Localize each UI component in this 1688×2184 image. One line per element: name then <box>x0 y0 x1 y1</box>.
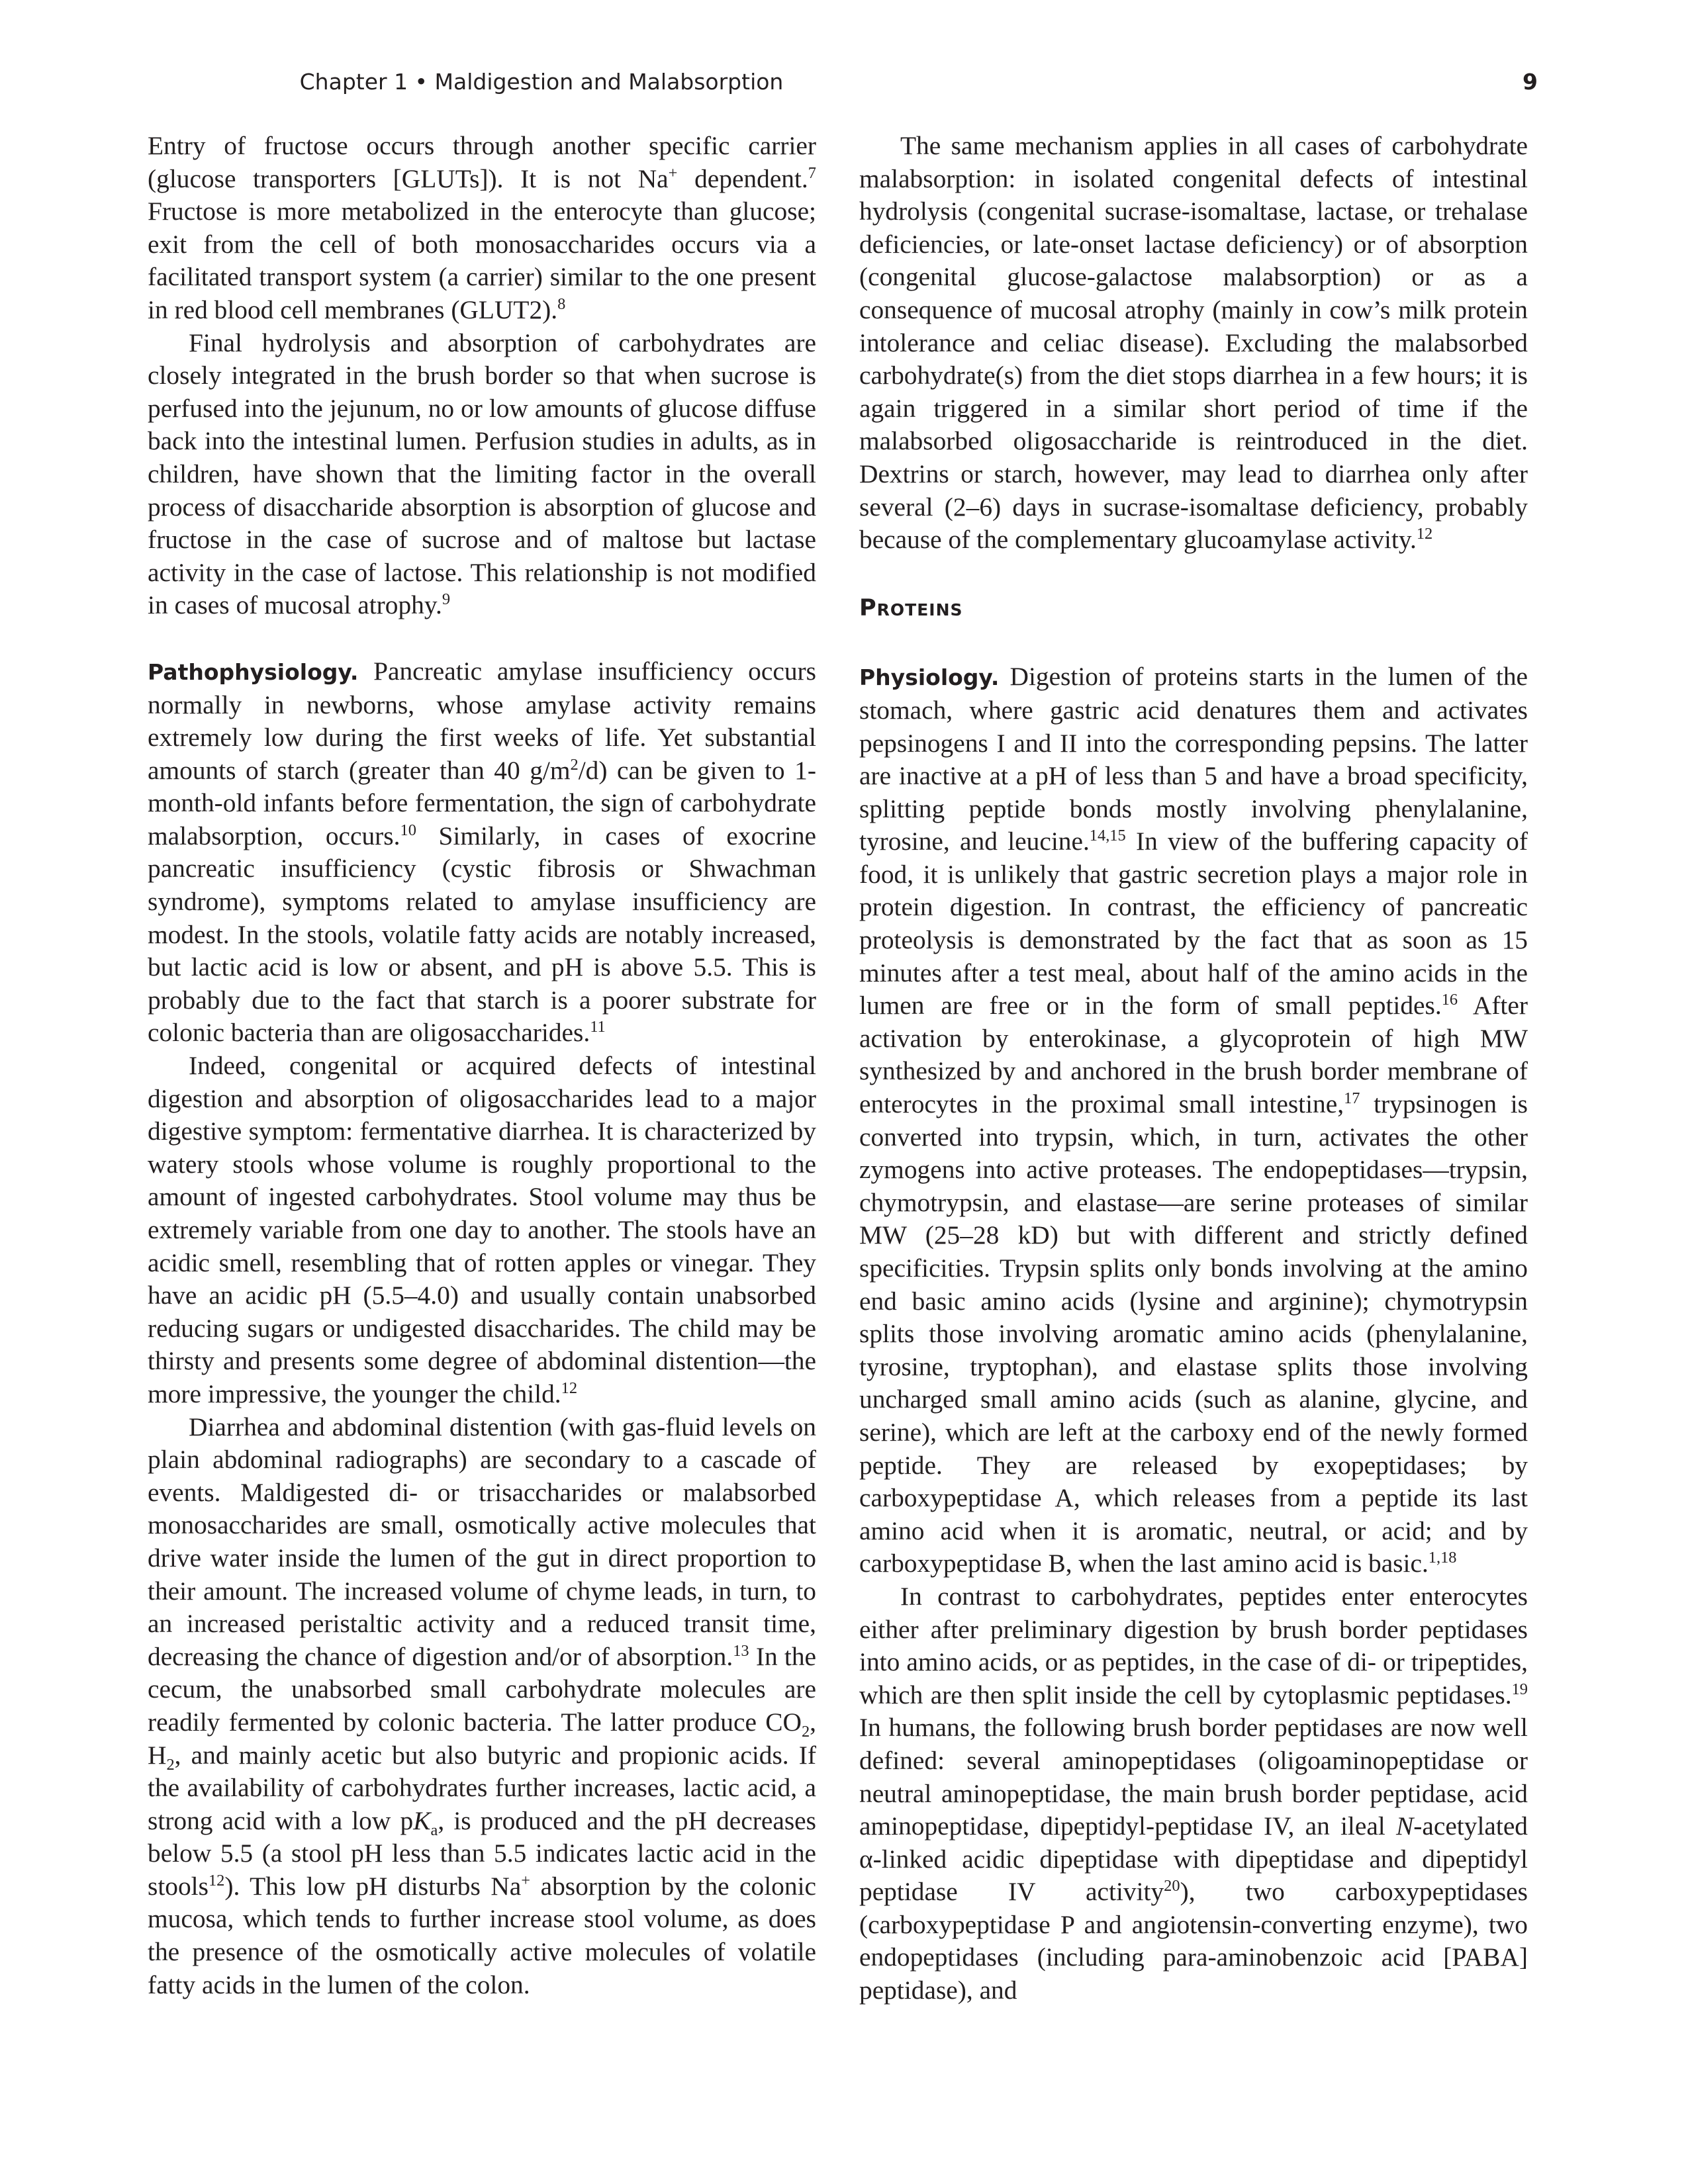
text-run: Diarrhea and abdominal distention (with gas-fluid levels on plain abdominal radiographs) are secondary to a cascade of events. Maldigested di- or trisaccharides or malabsorbed monosaccharides are small, osmotically active molecules that drive water inside the lumen of the gut in direct proportion to their amount. The increased volume of chyme leads, in turn, to an increased peristaltic activity and a reduced transit time, decreasing the chance of digestion and/or of absorption. <box>148 1412 816 1671</box>
section-heading-proteins: Proteins <box>859 594 963 621</box>
text-run: Digestion of proteins starts in the lumen of the stomach, where gastric acid denatures them and activates pepsinogens I and II into the corresponding pepsins. The latter are inactive at a pH of less than 5 and have a broad specificity, splitting peptide bonds mostly involving phenylalanine, tyrosine, and leucine. <box>859 662 1528 856</box>
paragraph-fermentative-diarrhea <box>148 1050 816 1411</box>
run-in-heading-pathophysiology: Pathophysiology. <box>148 659 359 685</box>
text-run: dependent. <box>677 163 808 193</box>
reference-marker: 10 <box>400 821 416 839</box>
text-run: trypsinogen is converted into trypsin, which, in turn, activates the other zymogens into active proteases. The endopeptidases—trypsin, chymotrypsin, and elastase—are serine proteases of similar MW (25–28 kD) but with different and strictly defined specificities. Trypsin splits only bonds involving at the amino end basic amino acids (lysine and arginine); chymotrypsin splits those involving aromatic amino acids (phenylalanine, tyrosine, tryptophan), and elastase splits those involving uncharged small amino acids (such as alanine, glycine, and serine), which are left at the carboxy end of the newly formed peptide. They are released by exopeptidases; by carboxypeptidase A, which releases from a peptide its last amino acid when it is aromatic, neutral, or acid; and by carboxypeptidase B, when the last amino acid is basic. <box>859 1089 1528 1578</box>
reference-marker: 14,15 <box>1089 827 1126 845</box>
reference-marker: 16 <box>1441 991 1458 1009</box>
superscript: + <box>668 163 678 182</box>
reference-marker: 7 <box>808 163 816 182</box>
left-column <box>148 130 816 2001</box>
text-run: , H <box>148 1707 816 1770</box>
text-run: Entry of fructose occurs through another specific carrier (glucose transporters [GLUTs]). It is not Na <box>148 131 816 193</box>
paragraph-final-hydrolysis <box>148 327 816 622</box>
reference-marker: 1,18 <box>1428 1549 1457 1567</box>
text-run: ), two carboxypeptidases (carboxypeptidase P and angiotensin-converting enzyme), two endopeptidases (including para-aminobenzoic acid [PABA] peptidase), and <box>859 1877 1528 2005</box>
superscript: 2 <box>570 755 579 774</box>
running-head: Chapter 1 • Maldigestion and Malabsorption <box>299 69 784 95</box>
reference-marker: 20 <box>1164 1877 1180 1895</box>
reference-marker: 8 <box>557 295 566 313</box>
paragraph-same-mechanism <box>859 130 1528 557</box>
text-run: In contrast to carbohydrates, peptides enter enterocytes either after preliminary digestion by brush border peptidases into amino acids, or as peptides, in the case of di- or tripeptides, which are then split inside the cell by cytoplasmic peptidases. <box>859 1581 1528 1709</box>
superscript: + <box>521 1871 531 1889</box>
italic-symbol: K <box>413 1805 431 1835</box>
reference-marker: 17 <box>1344 1089 1360 1107</box>
text-run: Final hydrolysis and absorption of carbohydrates are closely integrated in the brush border so that when sucrose is perfused into the jejunum, no or low amounts of glucose diffuse back into the intestinal lumen. Perfusion studies in adults, as in children, have shown that the limiting factor in the overall process of disaccharide absorption is absorption of glucose and fructose in the case of sucrose and of maltose but lactase activity in the case of lactose. This relationship is not modified in cases of mucosal atrophy. <box>148 328 816 620</box>
run-in-heading-physiology: Physiology. <box>859 664 1000 691</box>
greek-alpha-symbol: α <box>859 1844 873 1874</box>
text-run: Indeed, congenital or acquired defects of intestinal digestion and absorption of oligosaccharides lead to a major digestive symptom: fermentative diarrhea. It is characterized by watery stools whose volume is roughly proportional to the amount of ingested carbohydrates. Stool volume may thus be extremely variable from one day to another. The stools have an acidic smell, resembling that of rotten apples or vinegar. They have an acidic pH (5.5–4.0) and usually contain unabsorbed reducing sugars or undigested disaccharides. The child may be thirsty and presents some degree of abdominal distention—the more impressive, the younger the child. <box>148 1051 816 1408</box>
paragraph-protein-physiology <box>859 660 1528 1580</box>
italic-symbol: N <box>1395 1811 1414 1841</box>
text-run: In view of the buffering capacity of food, it is unlikely that gastric secretion plays a major role in protein digestion. In contrast, the efficiency of pancreatic proteolysis is demonstrated by the fact that as soon as 15 minutes after a test meal, about half of the amino acids in the lumen are free or in the form of small peptides. <box>859 827 1528 1021</box>
subscript: 2 <box>801 1722 810 1741</box>
reference-marker: 12 <box>561 1379 578 1397</box>
text-run: In the cecum, the unabsorbed small carbohydrate molecules are readily fermented by colonic bacteria. The latter produce CO <box>148 1641 816 1737</box>
section-spacer <box>859 625 1528 660</box>
text-run: , and mainly acetic but also butyric and propionic acids. If the availability of carbohydrates further increases, lactic acid, a strong acid with a low p <box>148 1740 816 1835</box>
text-run: After activation by enterokinase, a glycoprotein of high MW synthesized by and anchored in the brush border membrane of enterocytes in the proximal small intestine, <box>859 991 1528 1119</box>
reference-marker: 12 <box>208 1871 225 1889</box>
paragraph-cascade-of-events <box>148 1411 816 2002</box>
subscript: 2 <box>166 1755 175 1774</box>
paragraph-pathophysiology <box>148 655 816 1050</box>
paragraph-fructose-entry <box>148 130 816 327</box>
reference-marker: 11 <box>590 1018 606 1036</box>
text-run: Pancreatic amylase insufficiency occurs normally in newborns, whose amylase activity remains extremely low during the first weeks of life. Yet substantial amounts of starch (greater than 40 g/m <box>148 656 816 785</box>
text-run: Fructose is more metabolized in the enterocyte than glucose; exit from the cell of both monosaccharides occurs via a facilitated transport system (a carrier) similar to the one present in red blood cell membranes (GLUT2). <box>148 197 816 324</box>
text-run: In humans, the following brush border peptidases are now well defined: several aminopeptidases (oligoaminopeptidase or neutral aminopeptidase, the main brush border peptidase, acid aminopeptidase, dipeptidyl-peptidase IV, an ileal <box>859 1713 1528 1841</box>
text-run: absorption by the colonic mucosa, which tends to further increase stool volume, as does the presence of the osmotically active molecules of volatile fatty acids in the lumen of the colon. <box>148 1871 816 1999</box>
text-run: /d) can be given to 1-month-old infants before fermentation, the sign of carbohydrate malabsorption, occurs. <box>148 755 816 850</box>
right-column <box>859 130 1528 2007</box>
text-run: ). This low pH disturbs Na <box>224 1871 522 1901</box>
text-run: -linked acidic dipeptidase with dipeptidase and dipeptidyl peptidase IV activity <box>859 1844 1528 1907</box>
text-run: , is produced and the pH decreases below 5.5 (a stool pH less than 5.5 indicates lactic acid in the stools <box>148 1805 816 1901</box>
text-run: The same mechanism applies in all cases of carbohydrate malabsorption: in isolated congenital defects of intestinal hydrolysis (congenital sucrase-isomaltase, lactase, or trehalase deficiencies, or late-onset lactase deficiency) or of absorption (congenital glucose-galactose malabsorption) or as a consequence of mucosal atrophy (mainly in cow’s milk protein intolerance and celiac disease). Excluding the malabsorbed carbohydrate(s) from the diet stops diarrhea in a few hours; it is again triggered in a similar short period of time if the malabsorbed oligosaccharide is reintroduced in the diet. Dextrins or starch, however, may lead to diarrhea only after several (2–6) days in sucrase-isomaltase deficiency, probably because of the complementary glucoamylase activity. <box>859 131 1528 555</box>
subscript: a <box>430 1821 438 1839</box>
reference-marker: 12 <box>1416 525 1433 543</box>
page-number: 9 <box>1523 69 1538 95</box>
reference-marker: 9 <box>442 590 451 609</box>
text-run: -acetylated <box>1413 1811 1528 1841</box>
section-spacer <box>148 622 816 655</box>
section-spacer <box>859 557 1528 592</box>
reference-marker: 13 <box>733 1641 749 1660</box>
paragraph-peptide-entry <box>859 1580 1528 2007</box>
text-run: Similarly, in cases of exocrine pancreatic insufficiency (cystic fibrosis or Shwachman syndrome), symptoms related to amylase insufficiency are modest. In the stools, volatile fatty acids are notably increased, but lactic acid is low or absent, and pH is above 5.5. This is probably due to the fact that starch is a poorer substrate for colonic bacteria than are oligosaccharides. <box>148 821 816 1048</box>
reference-marker: 19 <box>1511 1680 1528 1698</box>
